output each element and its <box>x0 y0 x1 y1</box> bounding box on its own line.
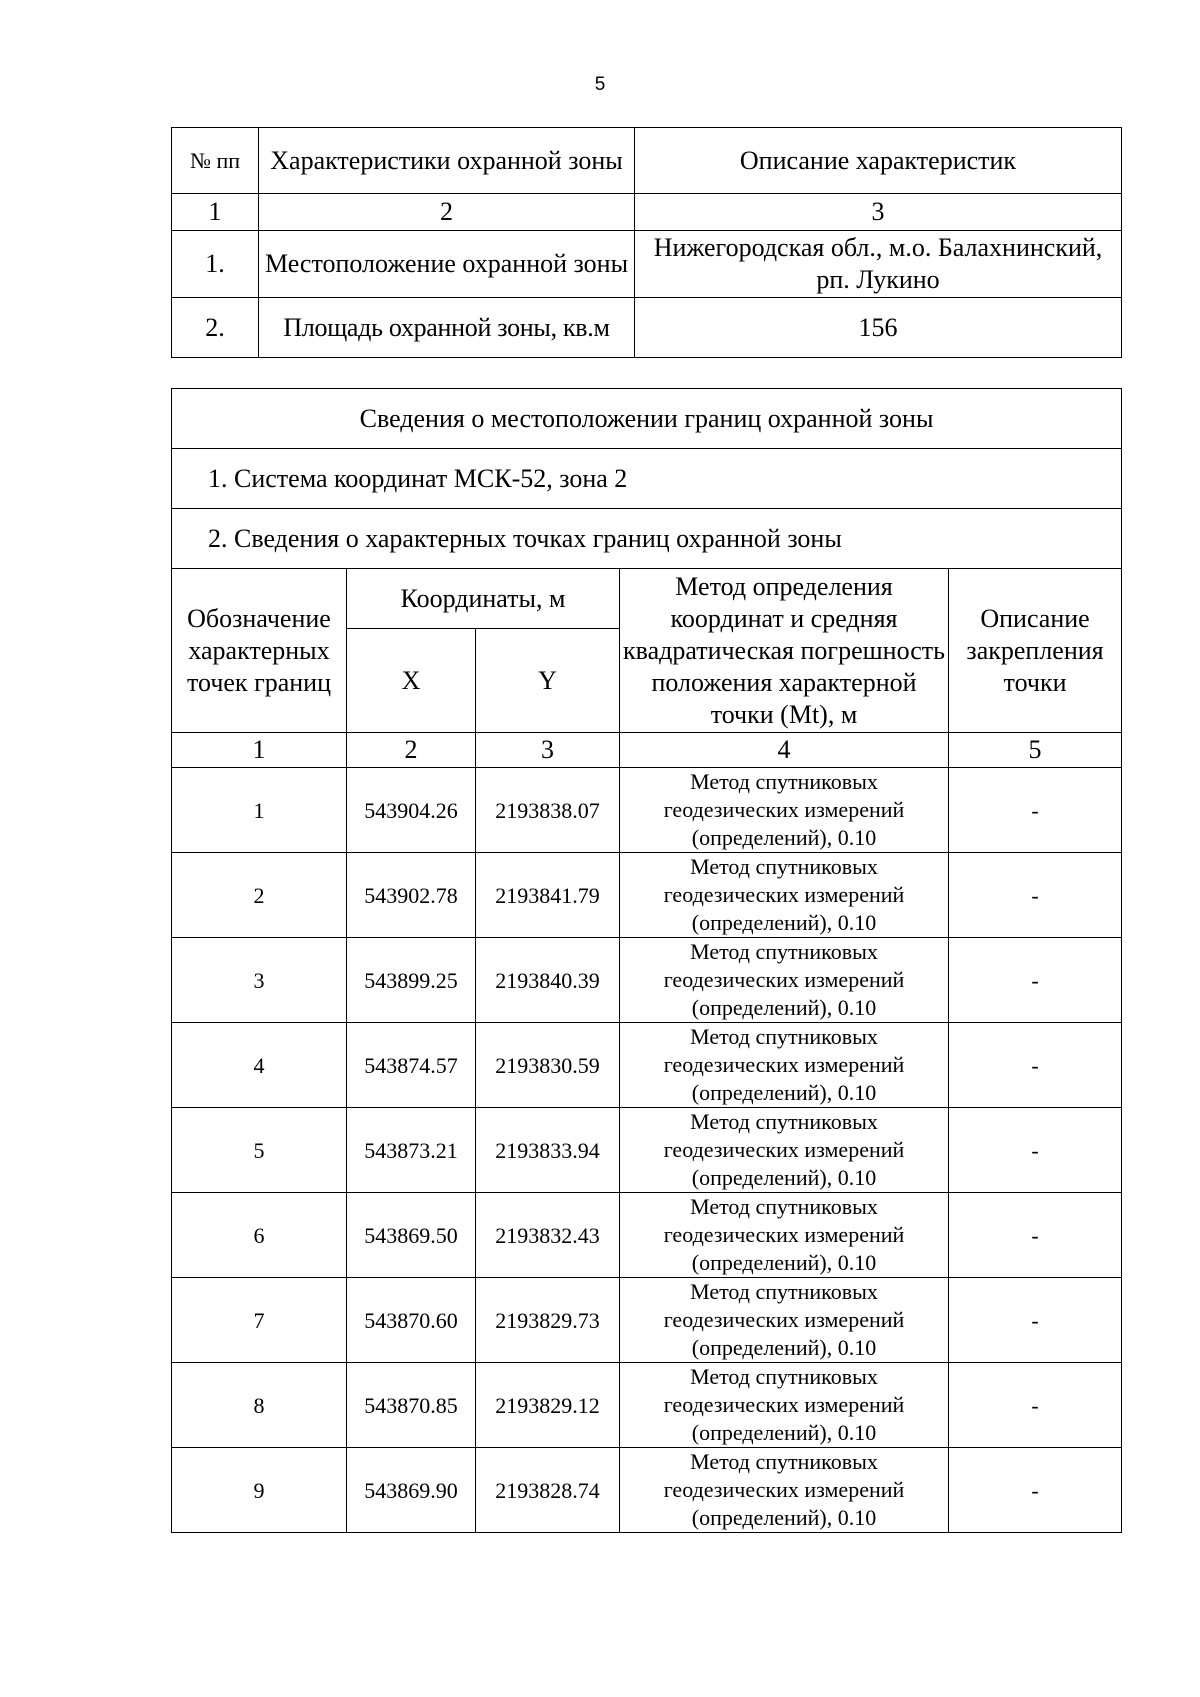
point-method: Метод спутниковых геодезических измерений (определений), 0.10 <box>620 1278 949 1363</box>
table-row <box>172 1448 1122 1533</box>
row-number: 1. <box>172 231 259 298</box>
column-number-row <box>172 733 1122 768</box>
column-number: 4 <box>620 733 949 768</box>
table-row <box>172 298 1122 358</box>
point-fixing: - <box>949 1278 1122 1363</box>
row-number: 2. <box>172 298 259 358</box>
table-row <box>172 768 1122 853</box>
point-id: 9 <box>172 1448 347 1533</box>
point-method: Метод спутниковых геодезических измерений (определений), 0.10 <box>620 1448 949 1533</box>
table-row <box>172 853 1122 938</box>
header-point: Обозначение характерных точек границ <box>172 569 347 733</box>
point-x: 543869.50 <box>347 1193 476 1278</box>
header-coords: Координаты, м <box>347 569 620 629</box>
row-value: Нижегородская обл., м.о. Балахнинский, рп. Лукино <box>635 231 1122 298</box>
point-id: 3 <box>172 938 347 1023</box>
point-method: Метод спутниковых геодезических измерений (определений), 0.10 <box>620 853 949 938</box>
row-name: Местоположение охранной зоны <box>259 231 635 298</box>
zone-characteristics-table <box>171 127 1122 358</box>
point-fixing: - <box>949 1363 1122 1448</box>
page-number: 5 <box>594 74 606 95</box>
table-row <box>172 1108 1122 1193</box>
point-x: 543899.25 <box>347 938 476 1023</box>
header-cell: № пп <box>172 128 259 194</box>
point-y: 2193829.12 <box>476 1363 620 1448</box>
table-row <box>172 1193 1122 1278</box>
point-id: 5 <box>172 1108 347 1193</box>
point-id: 6 <box>172 1193 347 1278</box>
point-y: 2193840.39 <box>476 938 620 1023</box>
point-fixing: - <box>949 1193 1122 1278</box>
header-method: Метод определения координат и средняя квадратическая погрешность положения характерной точки (Mt), м <box>620 569 949 733</box>
table-row <box>172 231 1122 298</box>
point-y: 2193828.74 <box>476 1448 620 1533</box>
point-x: 543904.26 <box>347 768 476 853</box>
point-method: Метод спутниковых геодезических измерений (определений), 0.10 <box>620 768 949 853</box>
point-x: 543869.90 <box>347 1448 476 1533</box>
header-y: Y <box>476 629 620 733</box>
point-fixing: - <box>949 1108 1122 1193</box>
points-heading-row <box>172 509 1122 569</box>
header-cell: Характеристики охранной зоны <box>259 128 635 194</box>
point-y: 2193833.94 <box>476 1108 620 1193</box>
point-id: 1 <box>172 768 347 853</box>
point-method: Метод спутниковых геодезических измерений (определений), 0.10 <box>620 1108 949 1193</box>
point-x: 543870.85 <box>347 1363 476 1448</box>
point-x: 543874.57 <box>347 1023 476 1108</box>
point-method: Метод спутниковых геодезических измерений (определений), 0.10 <box>620 1363 949 1448</box>
row-value: 156 <box>635 298 1122 358</box>
table-title-row <box>172 389 1122 449</box>
point-method: Метод спутниковых геодезических измерений (определений), 0.10 <box>620 938 949 1023</box>
point-y: 2193832.43 <box>476 1193 620 1278</box>
boundary-points-table <box>171 388 1122 1533</box>
header-cell: Описание характеристик <box>635 128 1122 194</box>
point-y: 2193841.79 <box>476 853 620 938</box>
table-header-row <box>172 128 1122 194</box>
table-header-row <box>172 569 1122 629</box>
point-method: Метод спутниковых геодезических измерений (определений), 0.10 <box>620 1193 949 1278</box>
point-y: 2193830.59 <box>476 1023 620 1108</box>
point-x: 543902.78 <box>347 853 476 938</box>
point-method: Метод спутниковых геодезических измерений (определений), 0.10 <box>620 1023 949 1108</box>
point-y: 2193829.73 <box>476 1278 620 1363</box>
point-x: 543870.60 <box>347 1278 476 1363</box>
table-row <box>172 1363 1122 1448</box>
column-number: 3 <box>635 194 1122 231</box>
point-fixing: - <box>949 938 1122 1023</box>
row-name: Площадь охранной зоны, кв.м <box>259 298 635 358</box>
point-fixing: - <box>949 853 1122 938</box>
table-row <box>172 938 1122 1023</box>
point-fixing: - <box>949 1023 1122 1108</box>
coordinate-system-row <box>172 449 1122 509</box>
point-x: 543873.21 <box>347 1108 476 1193</box>
table-row <box>172 1278 1122 1363</box>
point-id: 8 <box>172 1363 347 1448</box>
point-fixing: - <box>949 1448 1122 1533</box>
column-number: 2 <box>347 733 476 768</box>
points-heading: 2. Сведения о характерных точках границ охранной зоны <box>172 509 1122 569</box>
column-number: 2 <box>259 194 635 231</box>
column-number: 1 <box>172 194 259 231</box>
column-number: 1 <box>172 733 347 768</box>
header-fixing: Описание закрепления точки <box>949 569 1122 733</box>
header-x: X <box>347 629 476 733</box>
table-title: Сведения о местоположении границ охранной зоны <box>172 389 1122 449</box>
point-fixing: - <box>949 768 1122 853</box>
point-y: 2193838.07 <box>476 768 620 853</box>
table-row <box>172 1023 1122 1108</box>
column-number: 5 <box>949 733 1122 768</box>
point-id: 4 <box>172 1023 347 1108</box>
coordinate-system: 1. Система координат МСК-52, зона 2 <box>172 449 1122 509</box>
point-id: 7 <box>172 1278 347 1363</box>
column-number: 3 <box>476 733 620 768</box>
point-id: 2 <box>172 853 347 938</box>
column-number-row <box>172 194 1122 231</box>
